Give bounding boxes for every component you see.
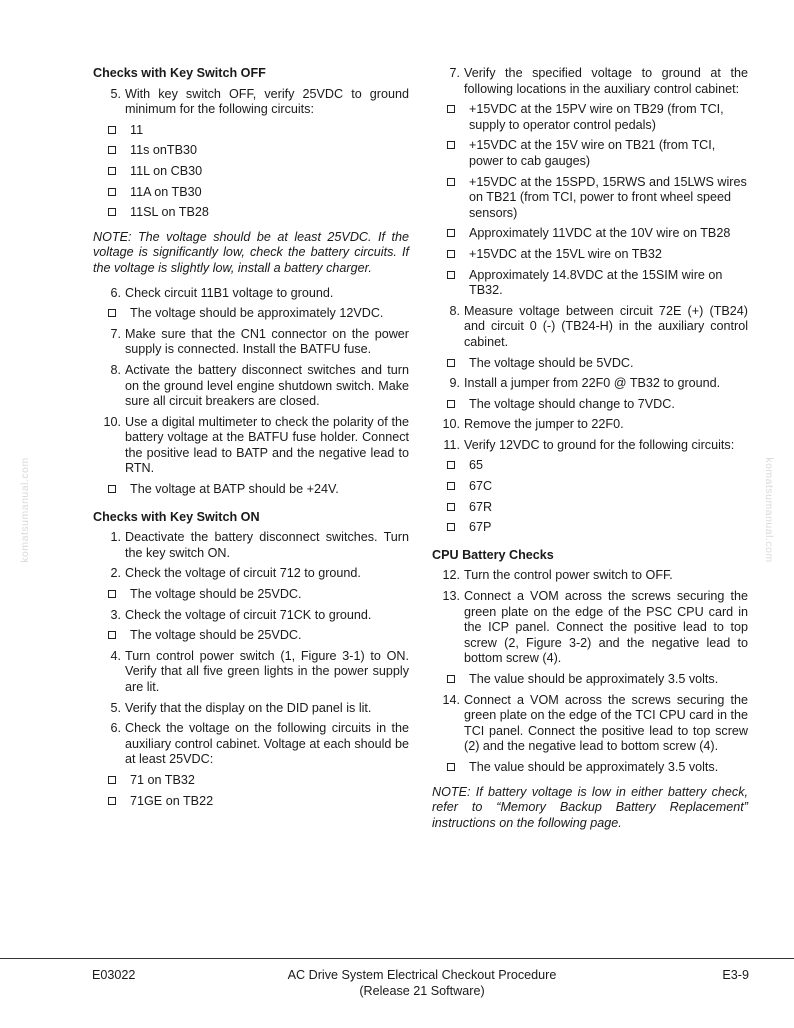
checkbox-icon[interactable] <box>108 776 116 784</box>
checklist-item[interactable] <box>93 587 409 603</box>
checklist-item[interactable] <box>432 247 748 263</box>
checkbox-icon[interactable] <box>447 178 455 186</box>
note-memory-backup: NOTE: If battery voltage is low in either battery check, refer to “Memory Backup Battery Replacement” instructions on the following page. <box>432 784 748 830</box>
footer-divider <box>0 958 794 959</box>
step-text: Connect a VOM across the screws securing the green plate on the edge of the TCI CPU card in the TCI panel. Connect the positive lead to top screw (2) and the negative lead to bottom screw (4). <box>464 692 749 754</box>
checkbox-icon[interactable] <box>108 309 116 317</box>
step-text: Check the voltage of circuit 71CK to ground. <box>125 607 372 622</box>
step-text: Connect a VOM across the screws securing the green plate on the edge of the PSC CPU card in the ICP panel. Connect the positive lead to top screw (2, Figure 3-2) and the negative lead to bottom screw (4). <box>464 589 748 666</box>
checklist-label: 11SL on TB28 <box>130 205 209 220</box>
checklist-item[interactable] <box>432 458 748 474</box>
checklist-label: +15VDC at the 15V wire on TB21 (from TCI, power to cab gauges) <box>469 138 716 168</box>
step-number: 5. <box>110 700 121 715</box>
watermark-right: komatsumanual.com <box>762 457 775 563</box>
step-text: Verify 12VDC to ground for the following circuits: <box>464 437 735 452</box>
step-on-5 <box>93 701 409 717</box>
checklist-item[interactable] <box>432 356 748 372</box>
step-text: Make sure that the CN1 connector on the power supply is connected. Install the BATFU fuse. <box>125 326 409 357</box>
checklist-label: The value should be approximately 3.5 volts. <box>469 672 719 686</box>
step-text: With key switch OFF, verify 25VDC to ground minimum for the following circuits: <box>125 86 409 117</box>
checkbox-icon[interactable] <box>108 146 116 154</box>
checkbox-icon[interactable] <box>447 250 455 258</box>
checkbox-icon[interactable] <box>447 271 455 279</box>
step-text: Check circuit 11B1 voltage to ground. <box>125 285 334 300</box>
step-text: Check the voltage on the following circuits in the auxiliary control cabinet. Voltage at each should be at least 25VDC: <box>125 721 409 767</box>
checklist-label: The value should be approximately 3.5 volts. <box>469 759 719 774</box>
step-7 <box>93 327 409 358</box>
checkbox-icon[interactable] <box>447 400 455 408</box>
checklist-item[interactable] <box>93 123 409 139</box>
step-number: 2. <box>110 566 121 581</box>
step-r13 <box>432 589 748 667</box>
footer-title <box>247 968 597 999</box>
step-text: Install a jumper from 22F0 @ TB32 to ground. <box>464 376 721 391</box>
checklist-label: 65 <box>469 458 484 473</box>
checklist-item[interactable] <box>432 500 748 516</box>
watermark-left: komatsumanual.com <box>19 457 32 563</box>
checklist-label: 11L on CB30 <box>130 163 203 178</box>
checkbox-icon[interactable] <box>447 503 455 511</box>
checklist-label: 67C <box>469 479 493 494</box>
footer-page-number: E3-9 <box>722 968 749 982</box>
checklist-label: +15VDC at the 15SPD, 15RWS and 15LWS wires on TB21 (from TCI, power to front wheel speed sensors) <box>469 174 747 220</box>
step-number: 12. <box>442 568 460 583</box>
checkbox-icon[interactable] <box>447 523 455 531</box>
checklist-item[interactable] <box>432 397 748 413</box>
step-number: 8. <box>449 303 460 318</box>
checklist-label: The voltage should be 25VDC. <box>130 628 302 643</box>
step-number: 6. <box>110 285 121 300</box>
heading-cpu-battery-checks: CPU Battery Checks <box>432 547 554 562</box>
checklist-item[interactable] <box>93 306 409 322</box>
checkbox-icon[interactable] <box>108 797 116 805</box>
checkbox-icon[interactable] <box>108 208 116 216</box>
step-r7 <box>432 66 748 97</box>
checklist-item[interactable] <box>93 143 409 159</box>
checklist-item[interactable] <box>432 175 748 222</box>
checklist-label: 67R <box>469 499 493 514</box>
checklist-item[interactable] <box>93 773 409 789</box>
step-number: 7. <box>449 66 460 80</box>
checkbox-icon[interactable] <box>108 590 116 598</box>
step-number: 13. <box>442 589 460 604</box>
footer-doc-number: E03022 <box>92 968 136 982</box>
step-text: Measure voltage between circuit 72E (+) (TB24) and circuit 0 (-) (TB24-H) in the auxiliary control cabinet. <box>464 303 748 349</box>
step-r14 <box>432 693 748 755</box>
checklist-label: The voltage at BATP should be +24V. <box>130 482 339 497</box>
step-number: 8. <box>110 362 121 377</box>
step-text: Verify that the display on the DID panel is lit. <box>125 700 372 715</box>
step-number: 10. <box>442 417 460 432</box>
note-battery: NOTE: The voltage should be at least 25VDC. If the voltage is significantly low, check the battery circuits. If the voltage is slightly low, install a battery charger. <box>93 229 409 275</box>
step-5 <box>93 87 409 118</box>
step-text: Use a digital multimeter to check the polarity of the battery voltage at the BATFU fuse holder. Connect the positive lead to BATP and the negative lead to RTN. <box>125 414 409 476</box>
step-text: Check the voltage of circuit 712 to ground. <box>125 566 361 581</box>
checklist-item[interactable] <box>432 268 748 299</box>
checkbox-icon[interactable] <box>108 126 116 134</box>
checklist-label: 11A on TB30 <box>130 184 202 199</box>
step-6 <box>93 286 409 302</box>
step-text: Turn the control power switch to OFF. <box>464 568 673 583</box>
checklist-item[interactable] <box>93 205 409 221</box>
checklist-label: The voltage should change to 7VDC. <box>469 396 675 411</box>
step-r9 <box>432 376 748 392</box>
checkbox-icon[interactable] <box>447 229 455 237</box>
checklist-label: The voltage should be 5VDC. <box>469 355 634 370</box>
step-on-2 <box>93 566 409 582</box>
checklist-item[interactable] <box>93 628 409 644</box>
step-number: 4. <box>110 648 121 663</box>
step-number: 10. <box>103 414 121 429</box>
checkbox-icon[interactable] <box>108 485 116 493</box>
step-10 <box>93 415 409 477</box>
checklist-item[interactable] <box>432 760 748 776</box>
step-text: Deactivate the battery disconnect switches. Turn the key switch ON. <box>125 530 409 560</box>
checklist-item[interactable] <box>93 164 409 180</box>
checkbox-icon[interactable] <box>447 359 455 367</box>
right-column <box>432 66 748 840</box>
step-number: 7. <box>110 326 121 341</box>
checkbox-icon[interactable] <box>447 461 455 469</box>
checklist-item[interactable] <box>432 479 748 495</box>
checkbox-icon[interactable] <box>447 482 455 490</box>
checklist-label: 71 on TB32 <box>130 772 195 787</box>
step-on-1 <box>93 530 409 561</box>
step-text: Remove the jumper to 22F0. <box>464 417 624 432</box>
step-number: 3. <box>110 607 121 622</box>
checkbox-icon[interactable] <box>447 141 455 149</box>
step-number: 9. <box>449 376 460 391</box>
checklist-label: Approximately 14.8VDC at the 15SIM wire on TB32. <box>469 267 723 298</box>
step-text: Verify the specified voltage to ground at the following locations in the auxiliary control cabinet: <box>464 66 748 96</box>
checklist-item[interactable] <box>432 520 748 536</box>
footer-title-line2: (Release 21 Software) <box>359 983 485 998</box>
step-r12 <box>432 568 748 584</box>
step-number: 11. <box>443 437 460 452</box>
checklist-item[interactable] <box>432 226 748 242</box>
step-text: Turn control power switch (1, Figure 3-1) to ON. Verify that all five green lights in the power supply are lit. <box>125 648 409 694</box>
step-text: Activate the battery disconnect switches and turn on the ground level engine shutdown switch. Make sure all circuit breakers are closed. <box>125 362 409 409</box>
checklist-label: Approximately 11VDC at the 10V wire on TB28 <box>469 226 731 241</box>
step-number: 14. <box>442 692 460 707</box>
checklist-item[interactable] <box>93 482 409 498</box>
checklist-label: 11s onTB30 <box>130 143 197 158</box>
step-on-4 <box>93 649 409 696</box>
step-on-6 <box>93 721 409 768</box>
step-number: 5. <box>110 86 121 101</box>
checklist-item[interactable] <box>432 138 748 169</box>
checklist-label: The voltage should be 25VDC. <box>130 587 302 602</box>
left-column <box>93 66 409 814</box>
checklist-label: 11 <box>130 122 144 137</box>
checkbox-icon[interactable] <box>447 105 455 113</box>
heading-key-switch-off: Checks with Key Switch OFF <box>93 66 266 80</box>
heading-key-switch-on: Checks with Key Switch ON <box>93 509 260 524</box>
checklist-item[interactable] <box>432 102 748 133</box>
step-on-3 <box>93 608 409 624</box>
checklist-label: 67P <box>469 520 492 535</box>
checklist-label: +15VDC at the 15VL wire on TB32 <box>469 246 662 261</box>
checklist-item[interactable] <box>432 672 748 688</box>
checklist-label: +15VDC at the 15PV wire on TB29 (from TCI, supply to operator control pedals) <box>469 102 724 132</box>
checkbox-icon[interactable] <box>108 167 116 175</box>
checklist-label: 71GE on TB22 <box>130 793 214 808</box>
checkbox-icon[interactable] <box>108 631 116 639</box>
step-r10 <box>432 417 748 433</box>
checklist-item[interactable] <box>93 794 409 810</box>
step-number: 6. <box>110 721 121 736</box>
checkbox-icon[interactable] <box>108 188 116 196</box>
step-r8 <box>432 304 748 351</box>
checkbox-icon[interactable] <box>447 763 455 771</box>
step-r11 <box>432 438 748 454</box>
step-8 <box>93 363 409 410</box>
step-number: 1. <box>110 530 121 545</box>
checkbox-icon[interactable] <box>447 675 455 683</box>
checklist-label: The voltage should be approximately 12VDC. <box>130 306 384 321</box>
checklist-item[interactable] <box>93 185 409 201</box>
footer-title-line1: AC Drive System Electrical Checkout Procedure <box>287 968 557 982</box>
